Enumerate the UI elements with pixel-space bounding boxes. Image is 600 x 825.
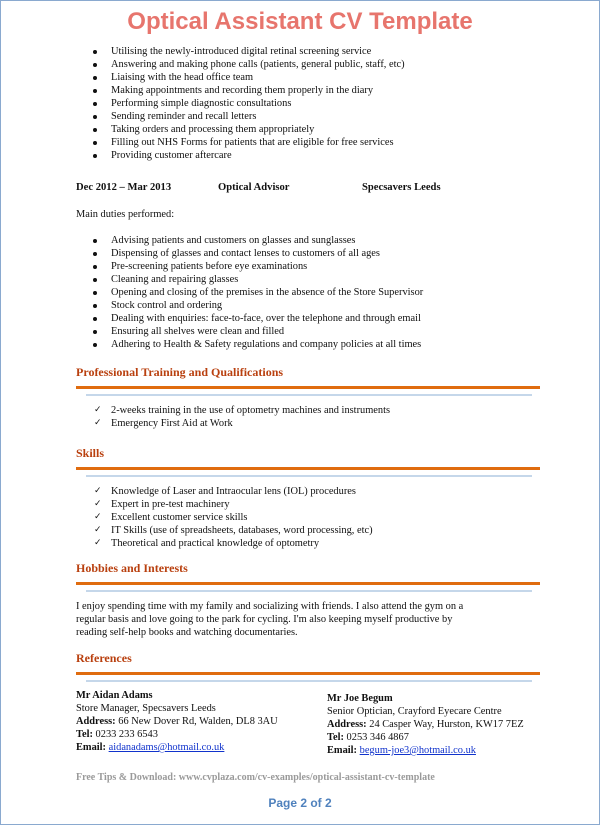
list-item: Sending reminder and recall letters bbox=[96, 110, 405, 123]
checkmark-icon: ✓ bbox=[94, 538, 102, 548]
section-divider-light bbox=[86, 590, 532, 592]
list-item: Utilising the newly-introduced digital retinal screening service bbox=[96, 45, 405, 58]
bullet-icon bbox=[93, 141, 97, 145]
training-heading: Professional Training and Qualifications bbox=[76, 365, 284, 379]
list-item: Filling out NHS Forms for patients that are eligible for free services bbox=[96, 136, 405, 149]
reference-email-link[interactable]: begum-joe3@hotmail.co.uk bbox=[359, 745, 476, 756]
list-item: Making appointments and recording them properly in the diary bbox=[96, 84, 405, 97]
section-divider-light bbox=[86, 475, 532, 477]
list-item: Ensuring all shelves were clean and filled bbox=[96, 325, 423, 338]
bullet-icon bbox=[93, 154, 97, 158]
section-divider bbox=[76, 582, 540, 585]
section-divider-light bbox=[86, 394, 532, 396]
list-item: Stock control and ordering bbox=[96, 299, 423, 312]
bullet-icon bbox=[93, 50, 97, 54]
list-item: ✓ Emergency First Aid at Work bbox=[94, 418, 233, 429]
reference-1: Mr Aidan Adams Store Manager, Specsavers Leeds Address: 66 New Dover Rd, Walden, DL8 3AU Tel: 0233 233 6543 Email: aidanadams@hotmail.co.uk bbox=[76, 690, 278, 753]
list-item: Advising patients and customers on glasses and sunglasses bbox=[96, 234, 423, 247]
page-number: Page 2 of 2 bbox=[268, 796, 332, 810]
skills-heading: Skills bbox=[76, 446, 105, 460]
list-item: Answering and making phone calls (patients, general public, staff, etc) bbox=[96, 58, 405, 71]
reference-name: Mr Aidan Adams bbox=[76, 690, 153, 701]
list-item: Adhering to Health & Safety regulations and company policies at all times bbox=[96, 338, 423, 351]
section-divider bbox=[76, 386, 540, 389]
bullet-icon bbox=[93, 343, 97, 347]
bullet-icon bbox=[93, 76, 97, 80]
list-item: ✓ Expert in pre-test machinery bbox=[94, 499, 230, 510]
list-item: Performing simple diagnostic consultations bbox=[96, 97, 405, 110]
list-item: ✓ IT Skills (use of spreadsheets, databases, word processing, etc) bbox=[94, 525, 373, 536]
reference-tel: 0233 233 6543 bbox=[95, 729, 158, 740]
duties-list-top bbox=[96, 45, 405, 162]
bullet-icon bbox=[93, 265, 97, 269]
bullet-icon bbox=[93, 128, 97, 132]
bullet-icon bbox=[93, 252, 97, 256]
checkmark-icon: ✓ bbox=[94, 525, 102, 535]
list-item: ✓ Knowledge of Laser and Intraocular lens (IOL) procedures bbox=[94, 486, 356, 497]
reference-tel: 0253 346 4867 bbox=[346, 732, 409, 743]
reference-position: Store Manager, Specsavers Leeds bbox=[76, 703, 216, 714]
list-item: ✓ 2-weeks training in the use of optometry machines and instruments bbox=[94, 405, 391, 416]
footer-link[interactable]: www.cvplaza.com/cv-examples/optical-assistant-cv-template bbox=[178, 772, 435, 783]
job-role: Optical Advisor bbox=[218, 182, 290, 193]
bullet-icon bbox=[93, 278, 97, 282]
job-employer: Specsavers Leeds bbox=[362, 182, 441, 193]
section-divider bbox=[76, 467, 540, 470]
job-dates: Dec 2012 – Mar 2013 bbox=[76, 182, 172, 193]
list-item: Dealing with enquiries: face-to-face, over the telephone and through email bbox=[96, 312, 423, 325]
checkmark-icon: ✓ bbox=[94, 499, 102, 509]
list-item: ✓ Excellent customer service skills bbox=[94, 512, 248, 523]
list-item: Liaising with the head office team bbox=[96, 71, 405, 84]
section-divider bbox=[76, 672, 540, 675]
training-list bbox=[94, 404, 390, 430]
skills-list bbox=[94, 485, 373, 550]
hobbies-heading: Hobbies and Interests bbox=[76, 561, 188, 575]
bullet-icon bbox=[93, 89, 97, 93]
checkmark-icon: ✓ bbox=[94, 512, 102, 522]
hobbies-text: I enjoy spending time with my family and socializing with friends. I also attend the gym on a regular basis and love going to the park for cycling. I'm also keeping myself productive by reading self-help books and watching documentaries. bbox=[76, 601, 464, 638]
bullet-icon bbox=[93, 291, 97, 295]
reference-name: Mr Joe Begum bbox=[327, 693, 393, 704]
references-heading: References bbox=[76, 651, 132, 665]
reference-address: 24 Casper Way, Hurston, KW17 7EZ bbox=[369, 719, 524, 730]
page-title: Optical Assistant CV Template bbox=[127, 8, 473, 35]
list-item: Taking orders and processing them appropriately bbox=[96, 123, 405, 136]
checkmark-icon: ✓ bbox=[94, 405, 102, 415]
bullet-icon bbox=[93, 330, 97, 334]
bullet-icon bbox=[93, 115, 97, 119]
reference-address: 66 New Dover Rd, Walden, DL8 3AU bbox=[118, 716, 278, 727]
checkmark-icon: ✓ bbox=[94, 418, 102, 428]
bullet-icon bbox=[93, 304, 97, 308]
reference-position: Senior Optician, Crayford Eyecare Centre bbox=[327, 706, 502, 717]
bullet-icon bbox=[93, 63, 97, 67]
duties-list bbox=[96, 234, 423, 351]
bullet-icon bbox=[93, 102, 97, 106]
job-intro: Main duties performed: bbox=[76, 209, 175, 220]
footer-tips: Free Tips & Download: www.cvplaza.com/cv-examples/optical-assistant-cv-template bbox=[76, 772, 435, 783]
bullet-icon bbox=[93, 317, 97, 321]
list-item: Dispensing of glasses and contact lenses to customers of all ages bbox=[96, 247, 423, 260]
reference-2: Mr Joe Begum Senior Optician, Crayford Eyecare Centre Address: 24 Casper Way, Hurston, KW17 7EZ Tel: 0253 346 4867 Email: begum-joe3@hotmail.co.uk bbox=[327, 693, 524, 756]
checkmark-icon: ✓ bbox=[94, 486, 102, 496]
list-item: ✓ Theoretical and practical knowledge of optometry bbox=[94, 538, 320, 549]
list-item: Providing customer aftercare bbox=[96, 149, 405, 162]
section-divider-light bbox=[86, 680, 532, 682]
list-item: Cleaning and repairing glasses bbox=[96, 273, 423, 286]
bullet-icon bbox=[93, 239, 97, 243]
reference-email-link[interactable]: aidanadams@hotmail.co.uk bbox=[108, 742, 225, 753]
list-item: Pre-screening patients before eye examinations bbox=[96, 260, 423, 273]
list-item: Opening and closing of the premises in the absence of the Store Supervisor bbox=[96, 286, 423, 299]
